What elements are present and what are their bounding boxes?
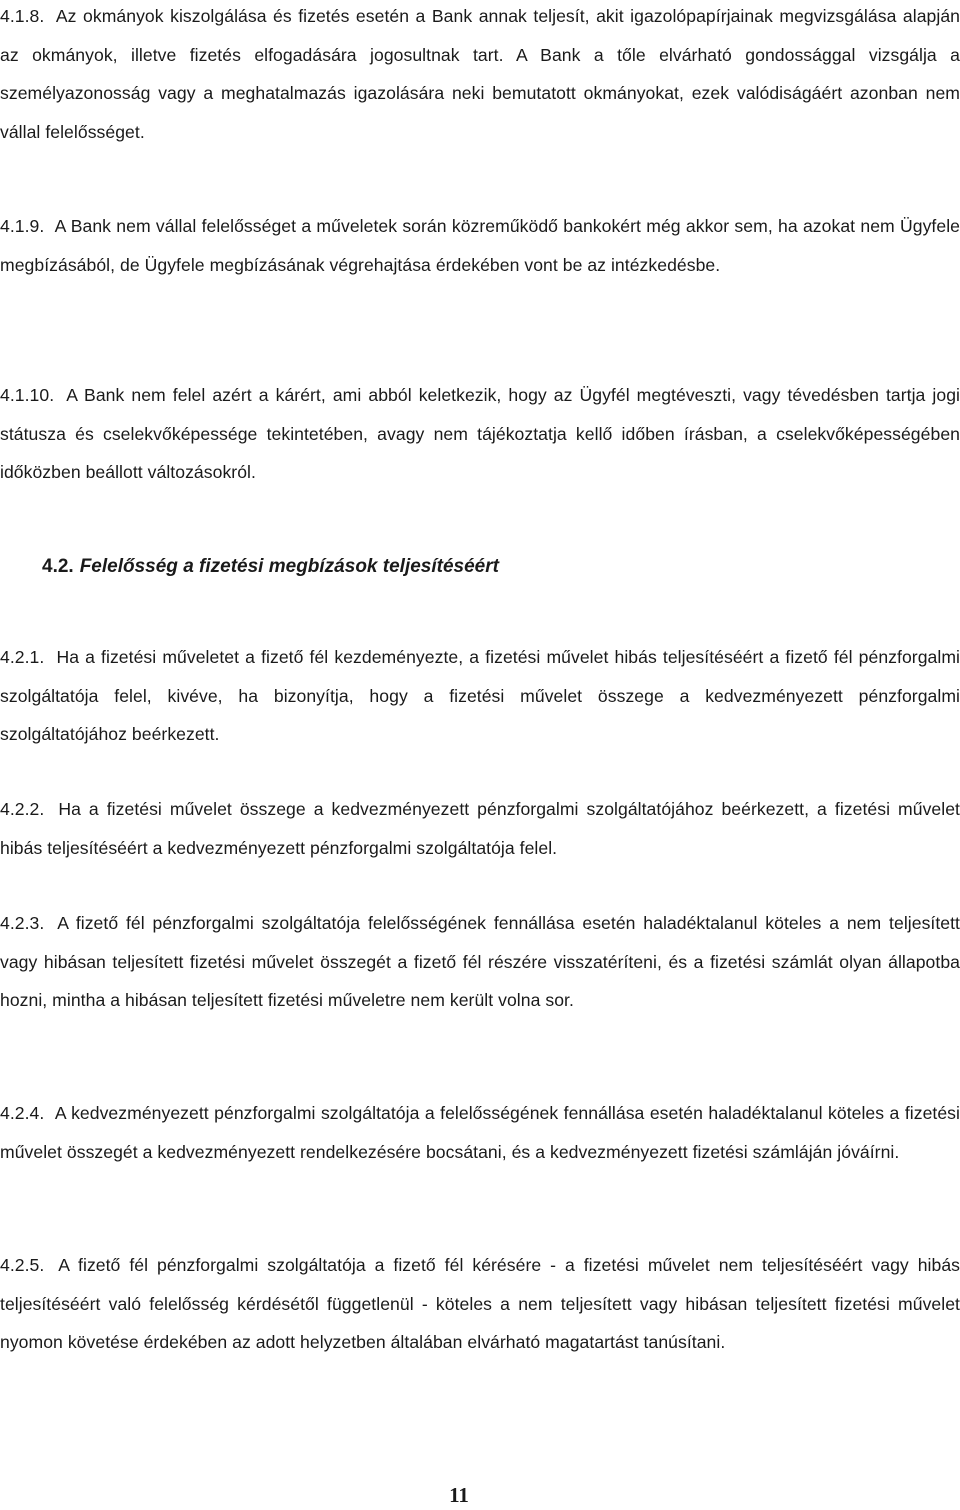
paragraph-4-2-5 — [0, 1246, 960, 1362]
section-heading-number: 4.2. — [42, 556, 74, 577]
paragraph-4-1-10 — [0, 376, 960, 492]
paragraph-number: 4.2.5. — [0, 1255, 45, 1275]
paragraph-text: A Bank nem vállal felelősséget a műveletek során közreműködő bankokért még akkor sem, ha azokat nem Ügyfele megbízásából, de Ügyfele megbízásának végrehajtása érdekében vont be az intézkedésbe. — [0, 216, 960, 275]
paragraph-4-2-1 — [0, 638, 960, 754]
paragraph-text: Ha a fizetési művelet összege a kedvezményezett pénzforgalmi szolgáltatójához beérkezett, a fizetési művelet hibás teljesítéséért a kedvezményezett pénzforgalmi szolgáltatója felel. — [0, 799, 960, 858]
paragraph-4-1-8 — [0, 0, 960, 151]
paragraph-4-2-4 — [0, 1094, 960, 1171]
paragraph-text: A fizető fél pénzforgalmi szolgáltatója a fizető fél kérésére - a fizetési művelet nem teljesítéséért vagy hibás teljesítéséért való felelősség kérdésétől függetlenül - köteles a nem teljesített vagy hibásan teljesített fizetési művelet nyomon követése érdekében az adott helyzetben általában elvárható magatartást tanúsítani. — [0, 1255, 960, 1352]
paragraph-4-1-9 — [0, 207, 960, 284]
section-heading — [42, 548, 499, 586]
paragraph-text: A fizető fél pénzforgalmi szolgáltatója felelősségének fennállása esetén haladéktalanul köteles a nem teljesített vagy hibásan teljesített fizetési művelet összegét a fizető fél részére visszatéríteni, és a fizetési számlát olyan állapotba hozni, mintha a hibásan teljesített fizetési műveletre nem került volna sor. — [0, 913, 960, 1010]
paragraph-number: 4.2.4. — [0, 1103, 45, 1123]
section-heading-title: Felelősség a fizetési megbízások teljesítéséért — [79, 556, 499, 577]
page-number: 11 — [449, 1483, 469, 1507]
paragraph-number: 4.1.10. — [0, 385, 55, 405]
paragraph-number: 4.1.9. — [0, 216, 45, 236]
paragraph-text: Az okmányok kiszolgálása és fizetés esetén a Bank annak teljesít, akit igazolópapírjainak megvizsgálása alapján az okmányok, illetve fizetés elfogadására jogosultnak tart. A Bank a tőle elvárható gondossággal vizsgálja a személyazonosság vagy a meghatalmazás igazolására neki bemutatott okmányokat, ezek valódiságáért azonban nem vállal felelősséget. — [0, 6, 960, 142]
paragraph-text: A Bank nem felel azért a kárért, ami abból keletkezik, hogy az Ügyfél megtéveszti, vagy tévedésben tartja jogi státusza és cselekvőképessége tekintetében, avagy nem tájékoztatja kellő időben írásban, a cselekvőképességében időközben beállott változásokról. — [0, 385, 960, 482]
paragraph-4-2-3 — [0, 904, 960, 1020]
paragraph-number: 4.1.8. — [0, 6, 45, 26]
paragraph-text: Ha a fizetési műveletet a fizető fél kezdeményezte, a fizetési művelet hibás teljesítéséért a fizető fél pénzforgalmi szolgáltatója felel, kivéve, ha bizonyítja, hogy a fizetési művelet összege a kedvezményezett pénzforgalmi szolgáltatójához beérkezett. — [0, 647, 960, 744]
paragraph-number: 4.2.3. — [0, 913, 45, 933]
paragraph-4-2-2 — [0, 790, 960, 867]
paragraph-number: 4.2.1. — [0, 647, 45, 667]
paragraph-number: 4.2.2. — [0, 799, 45, 819]
paragraph-text: A kedvezményezett pénzforgalmi szolgáltatója a felelősségének fennállása esetén haladéktalanul köteles a fizetési művelet összegét a kedvezményezett rendelkezésére bocsátani, és a kedvezményezett fizetési számláján jóváírni. — [0, 1103, 960, 1162]
